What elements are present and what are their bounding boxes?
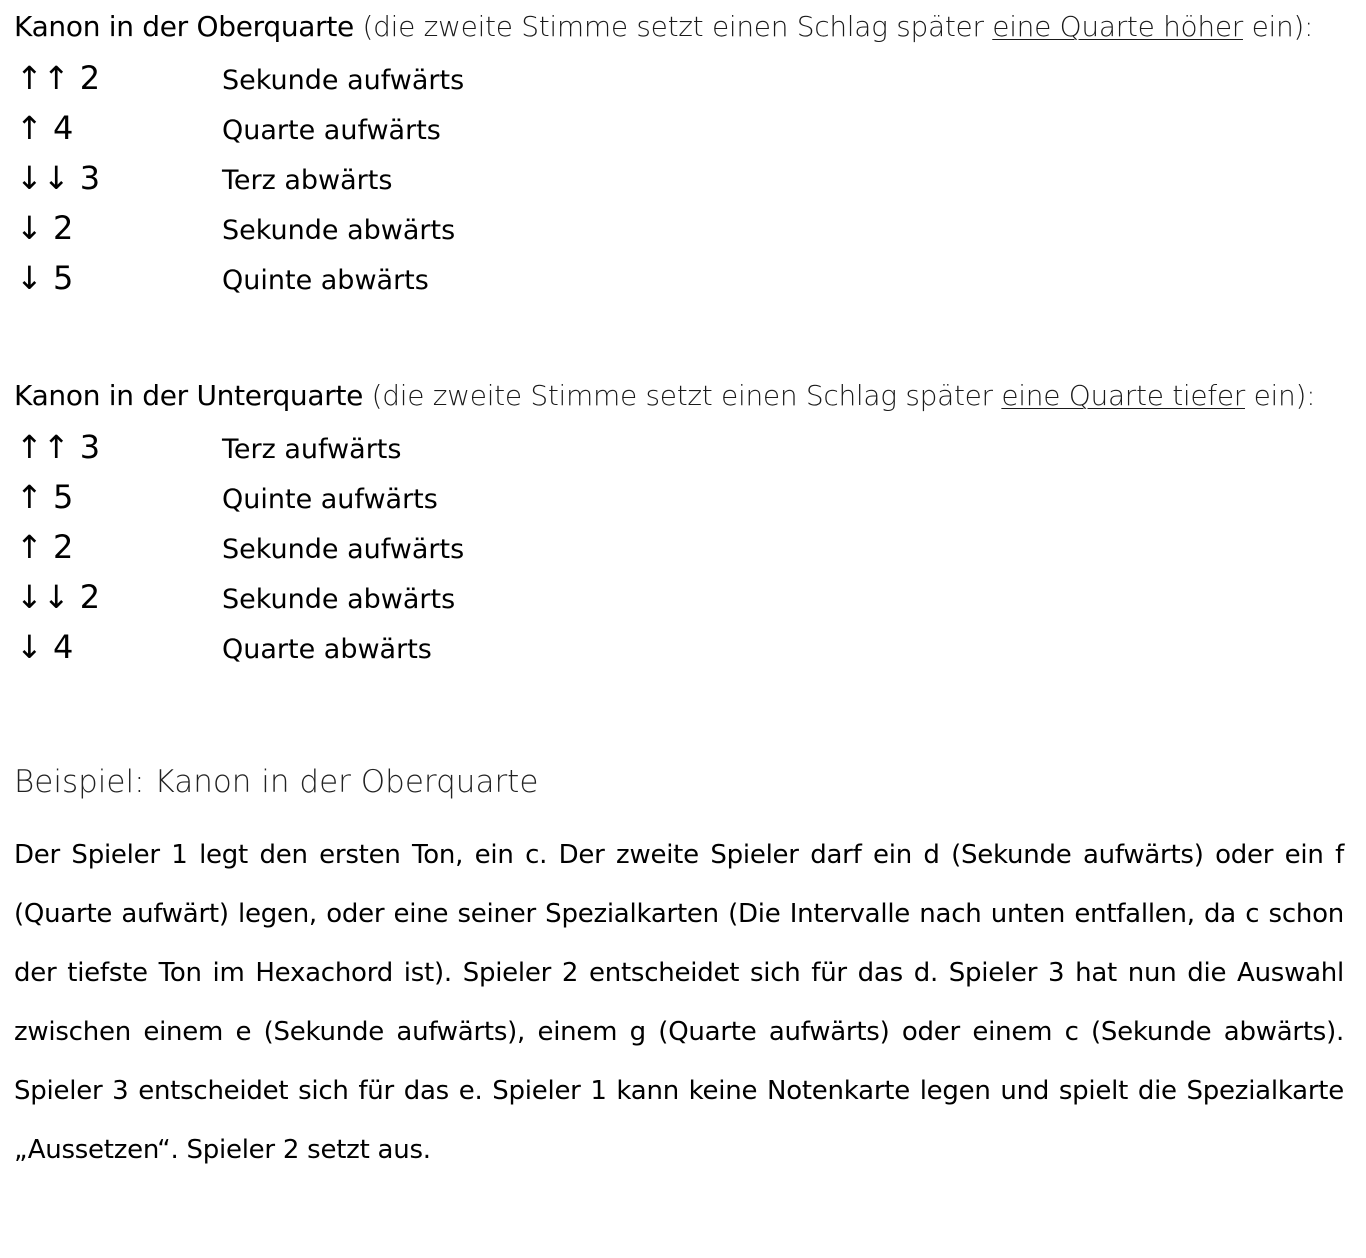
interval-label: Sekunde abwärts: [222, 215, 456, 246]
section-oberquarte: [14, 10, 1344, 308]
interval-symbol: ↓↓ 3: [16, 159, 101, 197]
heading-note-before: (die zweite Stimme setzt einen Schlag später: [353, 10, 993, 43]
interval-symbol: ↑↑ 3: [16, 428, 101, 466]
heading-note-after: ein):: [1242, 10, 1314, 43]
section-unterquarte: [14, 379, 1344, 677]
interval-row: [14, 158, 1344, 208]
interval-label: Sekunde abwärts: [222, 584, 456, 615]
heading-note-underlined: eine Quarte tiefer: [1001, 379, 1245, 412]
paragraph-line: Der Spieler 1 legt den ersten Ton, ein c. Der zweite Spieler darf ein d (Sekunde aufwärts) oder ein f: [14, 840, 1344, 870]
interval-row: [14, 108, 1344, 158]
paragraph-line: „Aussetzen“. Spieler 2 setzt aus.: [14, 1135, 431, 1165]
paragraph-line: Spieler 3 entscheidet sich für das e. Spieler 1 kann keine Notenkarte legen und spielt die Spezialkarte: [14, 1076, 1344, 1106]
interval-label: Quarte abwärts: [222, 634, 432, 665]
interval-row: [14, 577, 1344, 627]
interval-label: Terz aufwärts: [222, 434, 402, 465]
heading-title: Kanon in der Unterquarte: [14, 379, 364, 412]
interval-symbol: ↓↓ 2: [16, 578, 101, 616]
paragraph-line: der tiefste Ton im Hexachord ist). Spieler 2 entscheidet sich für das d. Spieler 3 hat nun die Auswahl: [14, 958, 1344, 988]
heading-unterquarte: [14, 379, 1344, 413]
heading-note-before: (die zweite Stimme setzt einen Schlag später: [363, 379, 1002, 412]
paragraph-line: (Quarte aufwärt) legen, oder eine seiner Spezialkarten (Die Intervalle nach unten entfallen, da c schon: [14, 899, 1344, 929]
heading-oberquarte: [14, 10, 1344, 44]
interval-symbol: ↑ 4: [16, 109, 74, 147]
example-paragraph: [14, 826, 1344, 1180]
interval-list-oberquarte: [14, 58, 1344, 308]
interval-label: Sekunde aufwärts: [222, 534, 465, 565]
interval-symbol: ↓ 4: [16, 628, 74, 666]
interval-row: [14, 258, 1344, 308]
interval-row: [14, 427, 1344, 477]
interval-symbol: ↓ 2: [16, 209, 74, 247]
interval-label: Sekunde aufwärts: [222, 65, 465, 96]
interval-list-unterquarte: [14, 427, 1344, 677]
paragraph-line: zwischen einem e (Sekunde aufwärts), einem g (Quarte aufwärts) oder einem c (Sekunde abwärts).: [14, 1017, 1344, 1047]
interval-label: Quinte abwärts: [222, 265, 429, 296]
interval-symbol: ↑ 2: [16, 528, 74, 566]
interval-symbol: ↑↑ 2: [16, 59, 101, 97]
heading-note-after: ein):: [1245, 379, 1316, 412]
interval-label: Terz abwärts: [222, 165, 393, 196]
interval-row: [14, 527, 1344, 577]
interval-row: [14, 627, 1344, 677]
interval-symbol: ↑ 5: [16, 478, 74, 516]
interval-row: [14, 58, 1344, 108]
interval-row: [14, 477, 1344, 527]
example-heading: Beispiel: Kanon in der Oberquarte: [14, 764, 539, 800]
interval-label: Quinte aufwärts: [222, 484, 438, 515]
interval-row: [14, 208, 1344, 258]
heading-title: Kanon in der Oberquarte: [14, 10, 354, 43]
interval-label: Quarte aufwärts: [222, 115, 441, 146]
interval-symbol: ↓ 5: [16, 259, 74, 297]
heading-note-underlined: eine Quarte höher: [992, 10, 1243, 43]
